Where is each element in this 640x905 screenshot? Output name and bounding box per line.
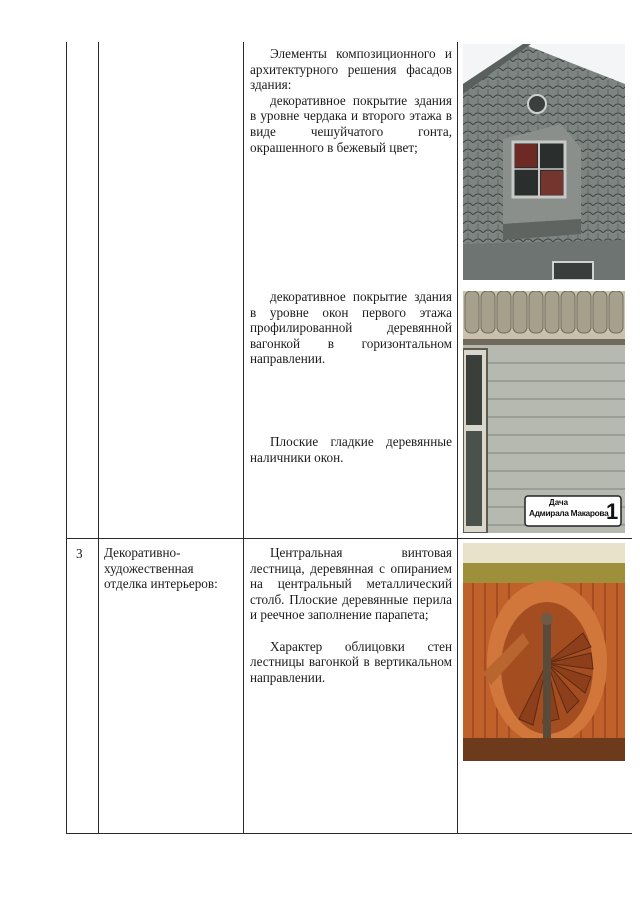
dacha-sign: [527, 497, 619, 525]
table-border-col1: [98, 42, 99, 834]
row-number: 3: [76, 546, 83, 561]
sign-number: 1: [606, 499, 619, 524]
sign-line-1: Дача: [549, 498, 569, 507]
table-border-col3: [457, 42, 458, 834]
facade-description: [250, 46, 452, 155]
staircase-text: Центральная винтовая лестница, деревянная с опиранием на центральный металлический столб. Плоские деревянные перила и реечное заполнение парапета;: [250, 545, 452, 623]
clapboard-text: декоративное покрытие здания в уровне окон первого этажа профилированной деревянной вагонкой в горизонтальном направлении.: [250, 289, 452, 367]
table-row-divider: [66, 538, 632, 539]
table-border-bottom: [66, 833, 632, 834]
spiral-staircase-photo: [463, 543, 625, 761]
facade-intro-text: Элементы композиционного и архитектурного решения фасадов здания:: [250, 46, 452, 93]
wall-cladding-text: Характер облицовки стен лестницы вагонкой в вертикальном направлении.: [250, 638, 452, 685]
wooden-wall-photo: [463, 291, 625, 533]
shingle-facade-photo: [463, 44, 625, 280]
window-trim-text: Плоские гладкие деревянные наличники окон.: [250, 434, 452, 465]
clapboard-description: [250, 289, 452, 367]
interior-description: [250, 545, 452, 685]
window-trim-description: [250, 434, 452, 465]
section-label: Декоративно-художественная отделка интерьеров:: [104, 545, 218, 592]
sign-line-2: Адмирала Макарова: [529, 508, 609, 518]
table-border-col2: [243, 42, 244, 834]
shingle-cladding-text: декоративное покрытие здания в уровне чердака и второго этажа в виде чешуйчатого гонта, окрашенного в бежевый цвет;: [250, 92, 452, 155]
table-border-left: [66, 42, 67, 834]
